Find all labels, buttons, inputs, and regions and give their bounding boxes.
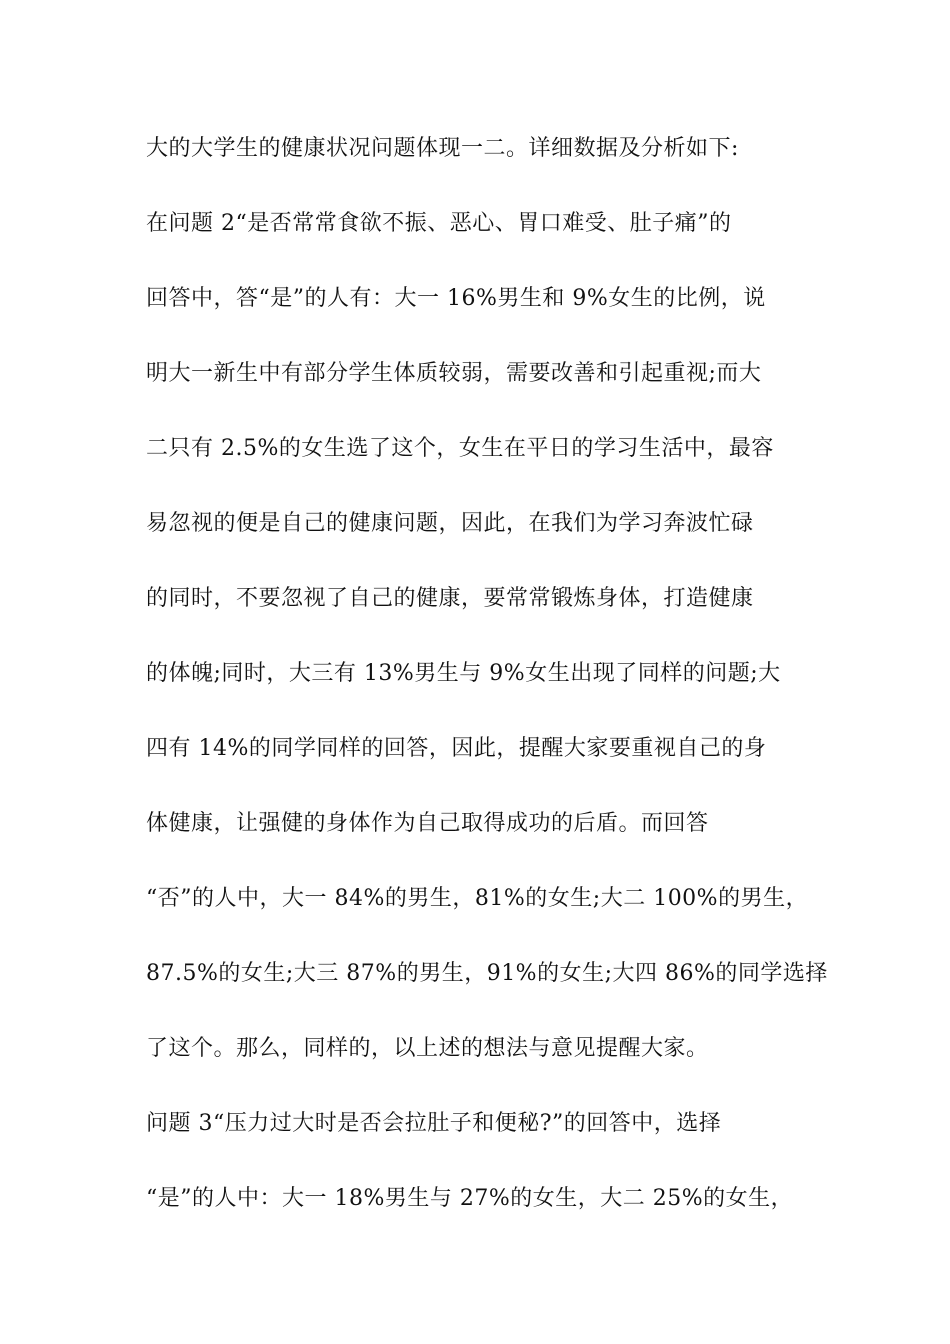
text-line-13: 了这个。那么，同样的，以上述的想法与意见提醒大家。 [146,1036,709,1061]
text-line-10: 体健康，让强健的身体作为自己取得成功的后盾。而回答 [146,811,709,836]
body-text [146,130,828,1255]
text-line-8: 的体魄;同时，大三有 13%男生与 9%女生出现了同样的问题;大 [146,661,781,686]
text-line-14: 问题 3“压力过大时是否会拉肚子和便秘?”的回答中，选择 [146,1111,722,1136]
text-line-9: 四有 14%的同学同样的回答，因此，提醒大家要重视自己的身 [146,736,767,761]
text-line-5: 二只有 2.5%的女生选了这个，女生在平日的学习生活中，最容 [146,436,774,461]
text-line-7: 的同时，不要忽视了自己的健康，要常常锻炼身体，打造健康 [146,586,754,611]
text-line-11: “否”的人中，大一 84%的男生，81%的女生;大二 100%的男生， [146,886,809,911]
text-line-12: 87.5%的女生;大三 87%的男生，91%的女生;大四 86%的同学选择 [146,961,828,986]
text-line-15: “是”的人中：大一 18%男生与 27%的女生，大二 25%的女生， [146,1186,794,1211]
text-line-1: 大的大学生的健康状况问题体现一二。详细数据及分析如下: [146,136,739,161]
text-line-4: 明大一新生中有部分学生体质较弱，需要改善和引起重视;而大 [146,361,762,386]
text-line-2: 在问题 2“是否常常食欲不振、恶心、胃口难受、肚子痛”的 [146,211,732,236]
text-line-3: 回答中，答“是”的人有：大一 16%男生和 9%女生的比例，说 [146,286,766,311]
text-line-6: 易忽视的便是自己的健康问题，因此，在我们为学习奔波忙碌 [146,511,754,536]
